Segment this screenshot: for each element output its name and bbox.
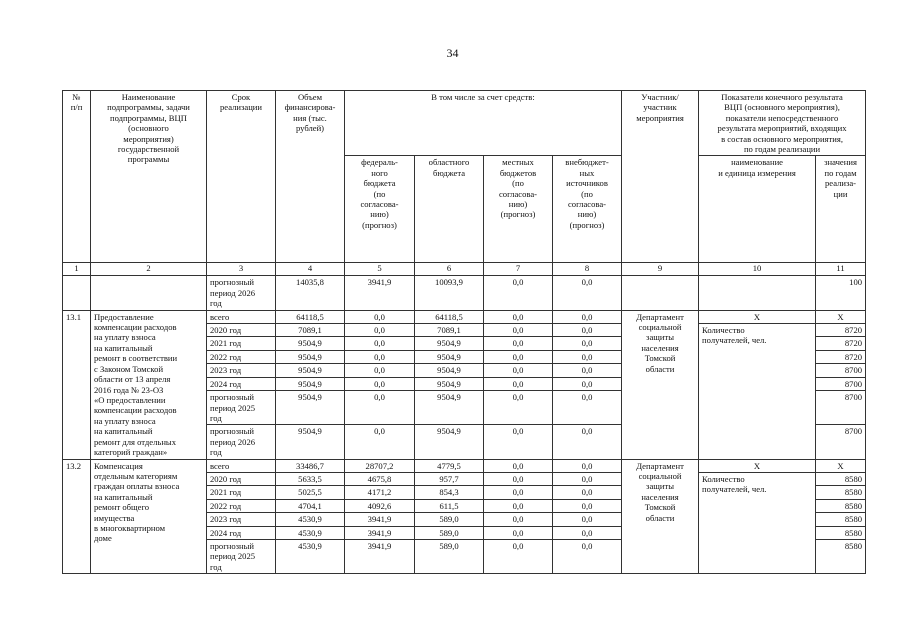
header-row-1 (63, 91, 866, 156)
program-table (62, 90, 866, 574)
regional-cell: 957,7 (415, 472, 484, 485)
volume-cell: 5633,5 (276, 472, 345, 485)
regional-cell: 4779,5 (415, 459, 484, 472)
local-cell: 0,0 (484, 513, 553, 526)
column-number: 1 (63, 263, 91, 276)
volume-cell: 4530,9 (276, 539, 345, 573)
federal-cell: 4092,6 (345, 499, 415, 512)
carry-over-row (63, 276, 866, 310)
carry-participant-cell (622, 276, 699, 310)
term-cell: 2024 год (207, 526, 276, 539)
carry-local: 0,0 (484, 276, 553, 310)
federal-cell: 4675,8 (345, 472, 415, 485)
column-number: 10 (699, 263, 816, 276)
volume-cell: 7089,1 (276, 324, 345, 337)
column-number: 3 (207, 263, 276, 276)
value-cell: 8580 (816, 486, 866, 499)
volume-cell: 4530,9 (276, 526, 345, 539)
column-number: 5 (345, 263, 415, 276)
column-number: 7 (484, 263, 553, 276)
carry-volume: 14035,8 (276, 276, 345, 310)
term-cell: 2021 год (207, 337, 276, 350)
header-indicator-name: наименование и единица измерения (699, 156, 816, 263)
participant-cell: Департамент социальной защиты населения Томской области (622, 310, 699, 459)
extra-cell: 0,0 (553, 499, 622, 512)
federal-cell: 0,0 (345, 337, 415, 350)
value-cell: 8580 (816, 499, 866, 512)
column-number: 11 (816, 263, 866, 276)
local-cell: 0,0 (484, 391, 553, 425)
regional-cell: 589,0 (415, 526, 484, 539)
carry-extra: 0,0 (553, 276, 622, 310)
term-cell: всего (207, 310, 276, 323)
value-cell: 8720 (816, 337, 866, 350)
header-volume: Объем финансирова- ния (тыс. рублей) (276, 91, 345, 263)
section-name: Предоставление компенсации расходов на уплату взноса на капитальный ремонт в соответствии с Законом Томской области от 13 апреля 2016 года № 23-ОЗ «О предоставлении компенсации расходов на уплату взноса на капитальный ремонт для отдельных категорий граждан» (91, 310, 207, 459)
section-2-row (63, 459, 866, 472)
header-indicator-values: значения по годам реализа- ции (816, 156, 866, 263)
term-cell: 2022 год (207, 350, 276, 363)
regional-cell: 7089,1 (415, 324, 484, 337)
federal-cell: 3941,9 (345, 526, 415, 539)
local-cell: 0,0 (484, 459, 553, 472)
term-cell: 2022 год (207, 499, 276, 512)
header-local: местных бюджетов (по согласова- нию) (прогноз) (484, 156, 553, 263)
value-cell: 8580 (816, 539, 866, 573)
header-extra: внебюджет- ных источников (по согласова- нию) (прогноз) (553, 156, 622, 263)
volume-cell: 9504,9 (276, 391, 345, 425)
carry-num-cell (63, 276, 91, 310)
volume-cell: 33486,7 (276, 459, 345, 472)
federal-cell: 0,0 (345, 310, 415, 323)
federal-cell: 0,0 (345, 377, 415, 390)
term-cell: 2021 год (207, 486, 276, 499)
extra-cell: 0,0 (553, 472, 622, 485)
carry-indicator-cell (699, 276, 816, 310)
federal-cell: 0,0 (345, 350, 415, 363)
indicator-name: Количество получателей, чел. (699, 472, 816, 573)
carry-value: 100 (816, 276, 866, 310)
header-name: Наименование подпрограммы, задачи подпрограммы, ВЦП (основного мероприятия) государственной программы (91, 91, 207, 263)
carry-name-cell (91, 276, 207, 310)
regional-cell: 9504,9 (415, 391, 484, 425)
extra-cell: 0,0 (553, 539, 622, 573)
indicator-x-mark: Х (699, 459, 816, 472)
extra-cell: 0,0 (553, 425, 622, 459)
federal-cell: 0,0 (345, 364, 415, 377)
page-number: 34 (446, 46, 459, 60)
local-cell: 0,0 (484, 425, 553, 459)
regional-cell: 64118,5 (415, 310, 484, 323)
term-cell: 2020 год (207, 472, 276, 485)
local-cell: 0,0 (484, 486, 553, 499)
column-number-row (63, 263, 866, 276)
volume-cell: 9504,9 (276, 337, 345, 350)
local-cell: 0,0 (484, 499, 553, 512)
local-cell: 0,0 (484, 472, 553, 485)
header-including: В том числе за счет средств: (345, 91, 622, 156)
regional-cell: 9504,9 (415, 350, 484, 363)
carry-regional: 10093,9 (415, 276, 484, 310)
term-cell: всего (207, 459, 276, 472)
section-1-row (63, 310, 866, 323)
volume-cell: 5025,5 (276, 486, 345, 499)
extra-cell: 0,0 (553, 324, 622, 337)
indicator-x-mark: Х (699, 310, 816, 323)
volume-cell: 64118,5 (276, 310, 345, 323)
carry-federal: 3941,9 (345, 276, 415, 310)
federal-cell: 28707,2 (345, 459, 415, 472)
extra-cell: 0,0 (553, 513, 622, 526)
extra-cell: 0,0 (553, 377, 622, 390)
value-cell: 8700 (816, 364, 866, 377)
volume-cell: 9504,9 (276, 364, 345, 377)
term-cell: 2020 год (207, 324, 276, 337)
regional-cell: 611,5 (415, 499, 484, 512)
federal-cell: 3941,9 (345, 513, 415, 526)
local-cell: 0,0 (484, 350, 553, 363)
regional-cell: 589,0 (415, 513, 484, 526)
column-number: 8 (553, 263, 622, 276)
value-cell: 8700 (816, 425, 866, 459)
extra-cell: 0,0 (553, 350, 622, 363)
local-cell: 0,0 (484, 310, 553, 323)
column-number: 9 (622, 263, 699, 276)
carry-term: прогнозный период 2026 год (207, 276, 276, 310)
value-cell: Х (816, 310, 866, 323)
volume-cell: 9504,9 (276, 377, 345, 390)
header-federal: федераль- ного бюджета (по согласова- нию) (прогноз) (345, 156, 415, 263)
local-cell: 0,0 (484, 364, 553, 377)
section-number: 13.1 (63, 310, 91, 459)
value-cell: 8580 (816, 472, 866, 485)
local-cell: 0,0 (484, 539, 553, 573)
header-participant: Участник/ участник мероприятия (622, 91, 699, 263)
term-cell: 2023 год (207, 513, 276, 526)
federal-cell: 4171,2 (345, 486, 415, 499)
local-cell: 0,0 (484, 377, 553, 390)
extra-cell: 0,0 (553, 459, 622, 472)
regional-cell: 9504,9 (415, 377, 484, 390)
term-cell: 2023 год (207, 364, 276, 377)
section-name: Компенсация отдельным категориям граждан оплаты взноса на капитальный ремонт общего имущества в многоквартирном доме (91, 459, 207, 574)
regional-cell: 9504,9 (415, 425, 484, 459)
indicator-name: Количество получателей, чел. (699, 324, 816, 459)
value-cell: Х (816, 459, 866, 472)
header-indicators: Показатели конечного результата ВЦП (основного мероприятия), показатели непосредственного результата мероприятий, входящих в состав основного мероприятия, по годам реализации (699, 91, 866, 156)
volume-cell: 4704,1 (276, 499, 345, 512)
term-cell: прогнозный период 2026 год (207, 425, 276, 459)
volume-cell: 9504,9 (276, 350, 345, 363)
federal-cell: 0,0 (345, 391, 415, 425)
extra-cell: 0,0 (553, 526, 622, 539)
column-number: 4 (276, 263, 345, 276)
federal-cell: 3941,9 (345, 539, 415, 573)
volume-cell: 4530,9 (276, 513, 345, 526)
column-number: 6 (415, 263, 484, 276)
column-number: 2 (91, 263, 207, 276)
term-cell: 2024 год (207, 377, 276, 390)
federal-cell: 0,0 (345, 425, 415, 459)
value-cell: 8720 (816, 350, 866, 363)
value-cell: 8720 (816, 324, 866, 337)
federal-cell: 0,0 (345, 324, 415, 337)
volume-cell: 9504,9 (276, 425, 345, 459)
header-term: Срок реализации (207, 91, 276, 263)
value-cell: 8580 (816, 513, 866, 526)
regional-cell: 589,0 (415, 539, 484, 573)
local-cell: 0,0 (484, 324, 553, 337)
value-cell: 8580 (816, 526, 866, 539)
term-cell: прогнозный период 2025 год (207, 539, 276, 573)
extra-cell: 0,0 (553, 364, 622, 377)
term-cell: прогнозный период 2025 год (207, 391, 276, 425)
header-regional: областного бюджета (415, 156, 484, 263)
value-cell: 8700 (816, 377, 866, 390)
participant-cell: Департамент социальной защиты населения Томской области (622, 459, 699, 574)
regional-cell: 9504,9 (415, 337, 484, 350)
local-cell: 0,0 (484, 337, 553, 350)
extra-cell: 0,0 (553, 391, 622, 425)
regional-cell: 854,3 (415, 486, 484, 499)
extra-cell: 0,0 (553, 486, 622, 499)
header-num: № п/п (63, 91, 91, 263)
extra-cell: 0,0 (553, 337, 622, 350)
regional-cell: 9504,9 (415, 364, 484, 377)
section-number: 13.2 (63, 459, 91, 574)
value-cell: 8700 (816, 391, 866, 425)
extra-cell: 0,0 (553, 310, 622, 323)
local-cell: 0,0 (484, 526, 553, 539)
